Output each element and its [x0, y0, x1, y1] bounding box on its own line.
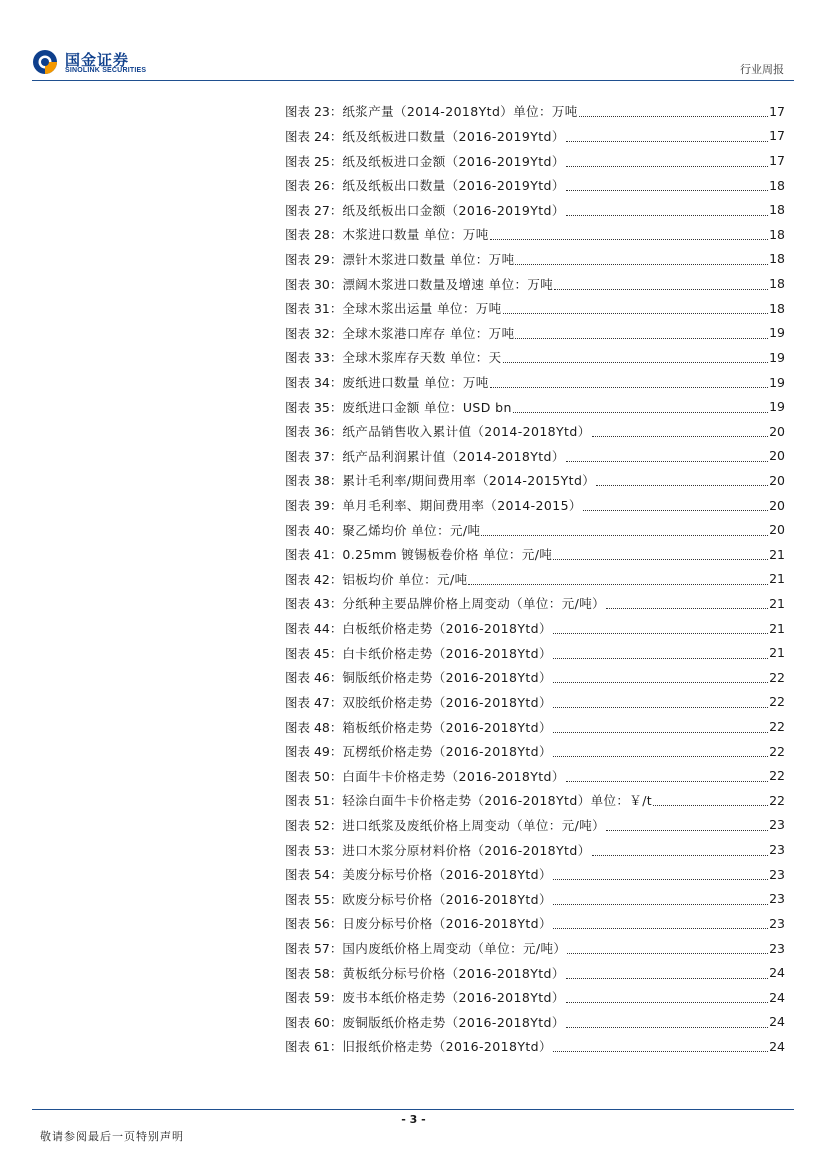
toc-entry-page-number: 23: [769, 915, 785, 931]
toc-entry-label: 图表 41：: [285, 547, 343, 563]
toc-entry-title: 国内废纸价格上周变动（单位：元/吨）: [342, 941, 567, 957]
toc-entry[interactable]: [285, 616, 785, 641]
toc-leader-dots: [606, 829, 768, 831]
toc-entry[interactable]: [285, 296, 785, 321]
toc-entry-label: 图表 30：: [285, 276, 343, 292]
toc-entry-title: 瓦楞纸价格走势（2016-2018Ytd）: [342, 744, 552, 760]
toc-entry-label: 图表 61：: [285, 1039, 343, 1055]
toc-entry-page-number: 20: [769, 423, 785, 439]
toc-leader-dots: [566, 214, 768, 216]
toc-entry-page-number: 22: [769, 694, 785, 710]
toc-entry-title: 全球木浆出运量 单位：万吨: [342, 301, 502, 317]
toc-entry[interactable]: [285, 862, 785, 887]
toc-entry-title: 单月毛利率、期间费用率（2014-2015）: [342, 498, 582, 514]
toc-entry[interactable]: [285, 271, 785, 296]
report-type-label: 行业周报: [740, 63, 784, 76]
toc-leader-dots: [553, 903, 768, 905]
toc-entry-page-number: 21: [769, 571, 785, 587]
toc-entry-label: 图表 45：: [285, 645, 343, 661]
toc-entry-label: 图表 56：: [285, 916, 343, 932]
toc-entry-page-number: 23: [769, 866, 785, 882]
toc-entry-label: 图表 60：: [285, 1014, 343, 1030]
toc-entry[interactable]: [285, 960, 785, 985]
toc-leader-dots: [592, 435, 768, 437]
toc-entry-title: 纸及纸板进口金额（2016-2019Ytd）: [342, 153, 565, 169]
toc-entry-page-number: 19: [769, 325, 785, 341]
toc-entry[interactable]: [285, 419, 785, 444]
toc-entry[interactable]: [285, 345, 785, 370]
toc-entry-title: 白面牛卡价格走势（2016-2018Ytd）: [342, 768, 565, 784]
toc-entry-label: 图表 48：: [285, 719, 343, 735]
toc-leader-dots: [553, 927, 768, 929]
toc-leader-dots: [567, 952, 768, 954]
toc-entry[interactable]: [285, 763, 785, 788]
toc-entry-title: 纸浆产量（2014-2018Ytd）单位：万吨: [342, 104, 578, 120]
footer-divider: [32, 1109, 794, 1110]
toc-leader-dots: [503, 312, 768, 314]
toc-entry-page-number: 18: [769, 276, 785, 292]
toc-entry-page-number: 20: [769, 497, 785, 513]
toc-entry-label: 图表 31：: [285, 301, 343, 317]
toc-leader-dots: [554, 288, 768, 290]
toc-entry-page-number: 24: [769, 989, 785, 1005]
toc-entry-page-number: 23: [769, 891, 785, 907]
toc-entry[interactable]: [285, 1034, 785, 1059]
toc-leader-dots: [553, 1050, 768, 1052]
toc-entry-page-number: 21: [769, 595, 785, 611]
toc-leader-dots: [606, 607, 768, 609]
toc-entry-label: 图表 33：: [285, 350, 343, 366]
toc-entry-title: 全球木浆港口库存 单位：万吨: [342, 325, 515, 341]
toc-entry[interactable]: [285, 640, 785, 665]
toc-entry[interactable]: [285, 493, 785, 518]
sinolink-logo: [32, 46, 162, 80]
toc-entry[interactable]: [285, 887, 785, 912]
toc-leader-dots: [566, 977, 768, 979]
toc-entry[interactable]: [285, 99, 785, 124]
toc-entry-label: 图表 23：: [285, 104, 343, 120]
toc-entry-label: 图表 39：: [285, 498, 343, 514]
toc-leader-dots: [490, 238, 768, 240]
toc-entry-page-number: 22: [769, 669, 785, 685]
toc-entry-title: 纸产品销售收入累计值（2014-2018Ytd）: [342, 424, 591, 440]
toc-entry-page-number: 18: [769, 226, 785, 242]
toc-leader-dots: [515, 337, 768, 339]
toc-entry-label: 图表 58：: [285, 965, 343, 981]
toc-entry-page-number: 20: [769, 448, 785, 464]
toc-entry-page-number: 21: [769, 645, 785, 661]
toc-entry-title: 全球木浆库存天数 单位：天: [342, 350, 502, 366]
toc-leader-dots: [553, 755, 768, 757]
toc-entry-title: 欧废分标号价格（2016-2018Ytd）: [342, 891, 552, 907]
toc-entry-title: 废纸进口数量 单位：万吨: [342, 375, 489, 390]
toc-entry-page-number: 19: [769, 399, 785, 415]
toc-leader-dots: [566, 165, 768, 167]
toc-leader-dots: [553, 632, 768, 634]
toc-entry-title: 0.25mm 镀锡板卷价格 单位：元/吨: [342, 547, 553, 563]
logo-chinese-name: 国金证券: [65, 51, 130, 69]
toc-entry[interactable]: [285, 911, 785, 936]
header-divider: [32, 80, 794, 81]
figure-index-list: [285, 99, 785, 1059]
toc-entry-page-number: 22: [769, 792, 785, 808]
toc-entry-title: 分纸种主要品牌价格上周变动（单位：元/吨）: [342, 596, 606, 612]
toc-entry[interactable]: [285, 370, 785, 395]
toc-entry[interactable]: [285, 739, 785, 764]
toc-leader-dots: [515, 263, 768, 265]
toc-entry-page-number: 23: [769, 817, 785, 833]
toc-entry[interactable]: [285, 197, 785, 222]
toc-leader-dots: [653, 804, 768, 806]
toc-entry-page-number: 18: [769, 202, 785, 218]
toc-entry-page-number: 22: [769, 719, 785, 735]
toc-entry-title: 废书本纸价格走势（2016-2018Ytd）: [342, 990, 565, 1006]
toc-entry-title: 黄板纸分标号价格（2016-2018Ytd）: [342, 965, 565, 981]
toc-leader-dots: [553, 657, 768, 659]
toc-entry-title: 进口木浆分原材料价格（2016-2018Ytd）: [342, 842, 591, 858]
toc-entry-page-number: 19: [769, 349, 785, 365]
toc-entry-title: 箱板纸价格走势（2016-2018Ytd）: [342, 719, 552, 735]
toc-entry-title: 漂阔木浆进口数量及增速 单位：万吨: [342, 276, 554, 292]
toc-entry-title: 轻涂白面牛卡价格走势（2016-2018Ytd）单位：￥/t: [342, 793, 653, 809]
toc-entry-page-number: 23: [769, 842, 785, 858]
toc-entry-title: 双胶纸价格走势（2016-2018Ytd）: [342, 694, 552, 710]
toc-leader-dots: [468, 583, 768, 585]
toc-entry-label: 图表 27：: [285, 202, 343, 218]
toc-entry-title: 铝板均价 单位：元/吨: [342, 571, 468, 587]
toc-entry-title: 木浆进口数量 单位：万吨: [342, 227, 489, 243]
toc-leader-dots: [566, 780, 768, 782]
toc-entry[interactable]: [285, 936, 785, 961]
toc-entry-title: 纸及纸板出口金额（2016-2019Ytd）: [342, 202, 565, 218]
toc-leader-dots: [553, 878, 768, 880]
toc-entry-title: 累计毛利率/期间费用率（2014-2015Ytd）: [342, 473, 596, 489]
toc-entry-title: 聚乙烯均价 单位：元/吨: [342, 522, 481, 538]
toc-entry-title: 纸及纸板出口数量（2016-2019Ytd）: [342, 178, 565, 194]
toc-leader-dots: [579, 115, 768, 117]
toc-entry-label: 图表 54：: [285, 867, 343, 883]
toc-entry-label: 图表 55：: [285, 891, 343, 907]
toc-entry[interactable]: [285, 542, 785, 567]
disclaimer-note: 敬请参阅最后一页特别声明: [40, 1130, 184, 1143]
toc-entry-title: 白卡纸价格走势（2016-2018Ytd）: [342, 645, 552, 661]
toc-leader-dots: [553, 558, 768, 560]
toc-entry-page-number: 24: [769, 1014, 785, 1030]
toc-entry-page-number: 20: [769, 522, 785, 538]
toc-leader-dots: [566, 460, 768, 462]
toc-leader-dots: [566, 189, 768, 191]
toc-leader-dots: [503, 361, 768, 363]
toc-entry-page-number: 21: [769, 620, 785, 636]
toc-entry-page-number: 22: [769, 743, 785, 759]
toc-entry[interactable]: [285, 444, 785, 469]
toc-entry-title: 旧报纸价格走势（2016-2018Ytd）: [342, 1039, 552, 1055]
toc-entry-label: 图表 53：: [285, 842, 343, 858]
toc-entry[interactable]: [285, 665, 785, 690]
toc-entry[interactable]: [285, 124, 785, 149]
toc-entry-label: 图表 32：: [285, 325, 343, 341]
toc-entry-title: 纸产品利润累计值（2014-2018Ytd）: [342, 448, 565, 464]
toc-entry-label: 图表 37：: [285, 448, 343, 464]
toc-entry-title: 纸及纸板进口数量（2016-2019Ytd）: [342, 128, 565, 144]
toc-entry-page-number: 19: [769, 374, 785, 390]
toc-entry[interactable]: [285, 690, 785, 715]
toc-entry[interactable]: [285, 591, 785, 616]
toc-entry-label: 图表 24：: [285, 128, 343, 144]
toc-entry-page-number: 20: [769, 472, 785, 488]
toc-entry-label: 图表 42：: [285, 571, 343, 587]
toc-entry-page-number: 18: [769, 300, 785, 316]
toc-entry-label: 图表 46：: [285, 670, 343, 686]
toc-entry[interactable]: [285, 714, 785, 739]
toc-entry[interactable]: [285, 394, 785, 419]
page-number: - 3 -: [401, 1113, 426, 1126]
toc-entry[interactable]: [285, 517, 785, 542]
toc-entry-page-number: 23: [769, 940, 785, 956]
toc-entry-label: 图表 25：: [285, 153, 343, 169]
logo-english-name: SINOLINK SECURITIES: [65, 67, 147, 74]
toc-entry[interactable]: [285, 788, 785, 813]
toc-entry-page-number: 18: [769, 251, 785, 267]
toc-entry-page-number: 24: [769, 965, 785, 981]
toc-entry[interactable]: [285, 837, 785, 862]
toc-entry-page-number: 22: [769, 768, 785, 784]
toc-leader-dots: [566, 140, 768, 142]
toc-entry-title: 白板纸价格走势（2016-2018Ytd）: [342, 621, 552, 637]
toc-entry-label: 图表 34：: [285, 375, 343, 390]
toc-entry[interactable]: [285, 173, 785, 198]
toc-leader-dots: [596, 484, 768, 486]
toc-entry-title: 进口纸浆及废纸价格上周变动（单位：元/吨）: [342, 817, 606, 833]
toc-entry-label: 图表 50：: [285, 768, 343, 784]
toc-leader-dots: [553, 681, 768, 683]
toc-entry-page-number: 17: [769, 103, 785, 119]
toc-entry-label: 图表 26：: [285, 178, 343, 194]
toc-entry[interactable]: [285, 567, 785, 592]
toc-entry-title: 日废分标号价格（2016-2018Ytd）: [342, 916, 552, 932]
page-header: [0, 0, 827, 84]
toc-entry-title: 铜版纸价格走势（2016-2018Ytd）: [342, 670, 552, 686]
toc-entry-label: 图表 47：: [285, 694, 343, 710]
toc-entry-label: 图表 29：: [285, 251, 343, 267]
toc-entry-label: 图表 35：: [285, 399, 343, 415]
toc-entry-label: 图表 38：: [285, 473, 343, 489]
toc-entry[interactable]: [285, 320, 785, 345]
toc-entry-label: 图表 52：: [285, 817, 343, 833]
toc-entry-title: 美废分标号价格（2016-2018Ytd）: [342, 867, 552, 883]
toc-entry[interactable]: [285, 1010, 785, 1035]
toc-entry-title: 漂针木浆进口数量 单位：万吨: [342, 251, 515, 267]
toc-entry[interactable]: [285, 148, 785, 173]
toc-entry-page-number: 21: [769, 546, 785, 562]
toc-entry-label: 图表 59：: [285, 990, 343, 1006]
toc-entry-label: 图表 51：: [285, 793, 343, 809]
toc-leader-dots: [513, 411, 768, 413]
toc-leader-dots: [566, 1026, 768, 1028]
toc-entry-page-number: 24: [769, 1038, 785, 1054]
toc-leader-dots: [481, 534, 768, 536]
toc-entry-page-number: 18: [769, 177, 785, 193]
toc-leader-dots: [553, 706, 768, 708]
toc-leader-dots: [592, 854, 768, 856]
toc-leader-dots: [583, 509, 768, 511]
toc-leader-dots: [553, 731, 768, 733]
toc-entry-title: 废铜版纸价格走势（2016-2018Ytd）: [342, 1014, 565, 1030]
toc-entry-page-number: 17: [769, 128, 785, 144]
toc-entry-title: 废纸进口金额 单位：USD bn: [342, 399, 512, 415]
toc-entry[interactable]: [285, 222, 785, 247]
toc-entry[interactable]: [285, 985, 785, 1010]
toc-leader-dots: [490, 386, 768, 388]
toc-entry[interactable]: [285, 468, 785, 493]
toc-entry-label: 图表 28：: [285, 227, 343, 243]
toc-entry-page-number: 17: [769, 153, 785, 169]
toc-entry[interactable]: [285, 247, 785, 272]
sinolink-logo-icon: [32, 49, 58, 75]
toc-entry-label: 图表 40：: [285, 522, 343, 538]
toc-entry-label: 图表 36：: [285, 424, 343, 440]
toc-entry-label: 图表 49：: [285, 744, 343, 760]
toc-entry-label: 图表 44：: [285, 621, 343, 637]
toc-leader-dots: [566, 1001, 768, 1003]
toc-entry-label: 图表 43：: [285, 596, 343, 612]
toc-entry[interactable]: [285, 813, 785, 838]
toc-entry-label: 图表 57：: [285, 941, 343, 957]
